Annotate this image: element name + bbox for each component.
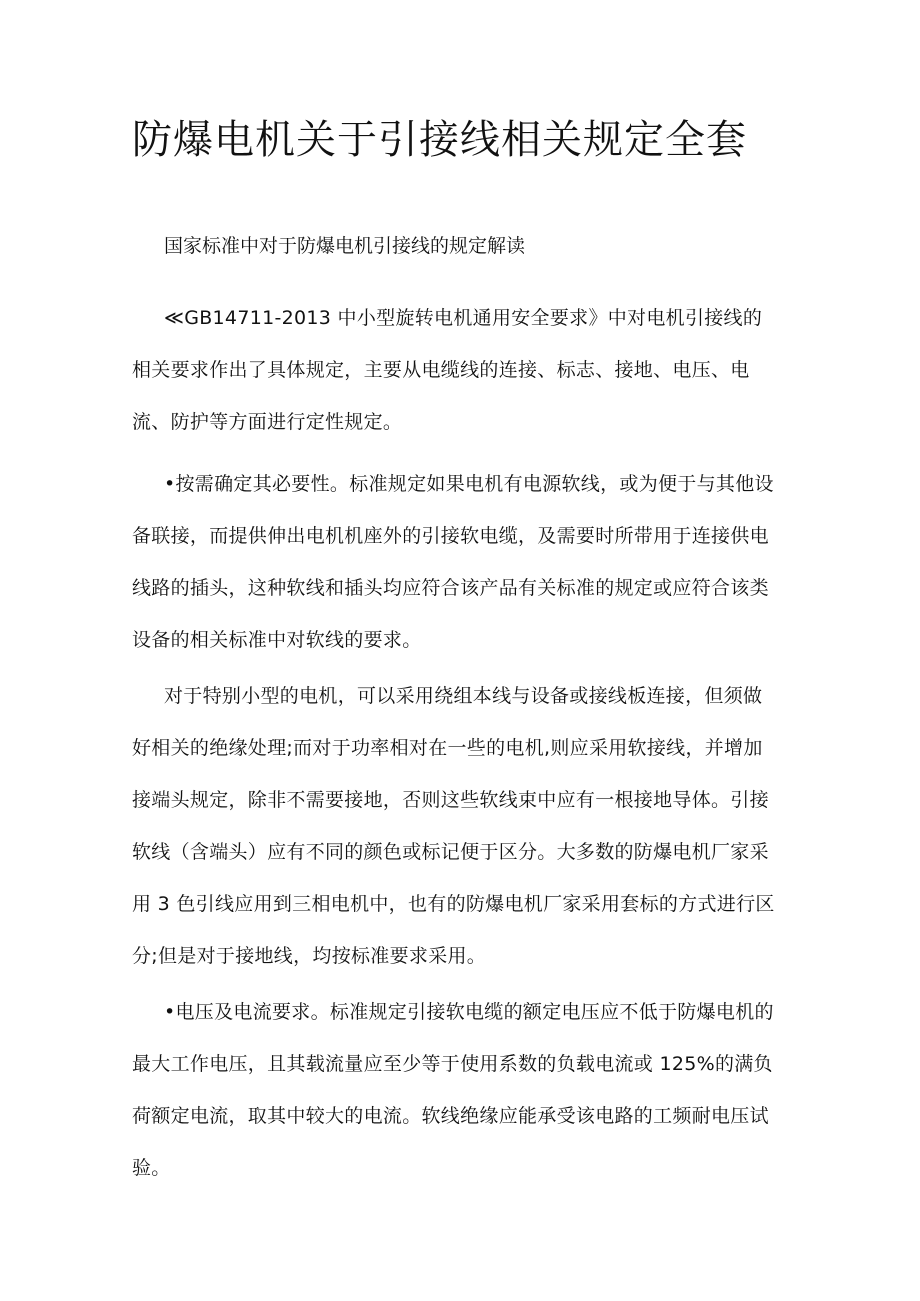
- paragraph-line: 用 3 色引线应用到三相电机中，也有的防爆电机厂家采用套标的方式进行区: [132, 893, 775, 915]
- paragraph-line: 分;但是对于接地线，均按标准要求采用。: [132, 945, 487, 967]
- paragraph-line: 软线（含端头）应有不同的颜色或标记便于区分。大多数的防爆电机厂家采: [132, 841, 769, 863]
- paragraph-line: 荷额定电流，取其中较大的电流。软线绝缘应能承受该电路的工频耐电压试: [132, 1105, 769, 1127]
- paragraph-line: 线路的插头，这种软线和插头均应符合该产品有关标准的规定或应符合该类: [132, 577, 769, 599]
- paragraph-line: 相关要求作出了具体规定，主要从电缆线的连接、标志、接地、电压、电: [132, 359, 750, 381]
- paragraph-line: 最大工作电压，且其载流量应至少等于使用系数的负载电流或 125%的满负: [132, 1053, 773, 1075]
- paragraph-voltage-current: [132, 986, 800, 1194]
- paragraph-line: 验。: [132, 1157, 171, 1179]
- paragraph-necessity: [132, 458, 800, 666]
- paragraph-line: 流、防护等方面进行定性规定。: [132, 411, 403, 433]
- section-heading: 国家标准中对于防爆电机引接线的规定解读: [164, 235, 526, 257]
- document-title: 防爆电机关于引接线相关规定全套: [132, 117, 747, 163]
- paragraph-line: ≪GB14711-2013 中小型旋转电机通用安全要求》中对电机引接线的: [164, 307, 763, 329]
- paragraph-line: 好相关的绝缘处理;而对于功率相对在一些的电机,则应采用软接线，并增加: [132, 737, 763, 759]
- paragraph-line: 接端头规定，除非不需要接地，否则这些软线束中应有一根接地导体。引接: [132, 789, 769, 811]
- paragraph-small-motors: [132, 670, 800, 982]
- paragraph-line: 对于特别小型的电机，可以采用绕组本线与设备或接线板连接，但须做: [164, 685, 763, 707]
- paragraph-line: •电压及电流要求。标准规定引接软电缆的额定电压应不低于防爆电机的: [164, 1001, 774, 1023]
- paragraph-standard-intro: [132, 292, 800, 448]
- paragraph-line: 备联接，而提供伸出电机机座外的引接软电缆，及需要时所带用于连接供电: [132, 525, 769, 547]
- paragraph-line: 设备的相关标准中对软线的要求。: [132, 629, 422, 651]
- paragraph-line: •按需确定其必要性。标准规定如果电机有电源软线，或为便于与其他设: [164, 473, 774, 495]
